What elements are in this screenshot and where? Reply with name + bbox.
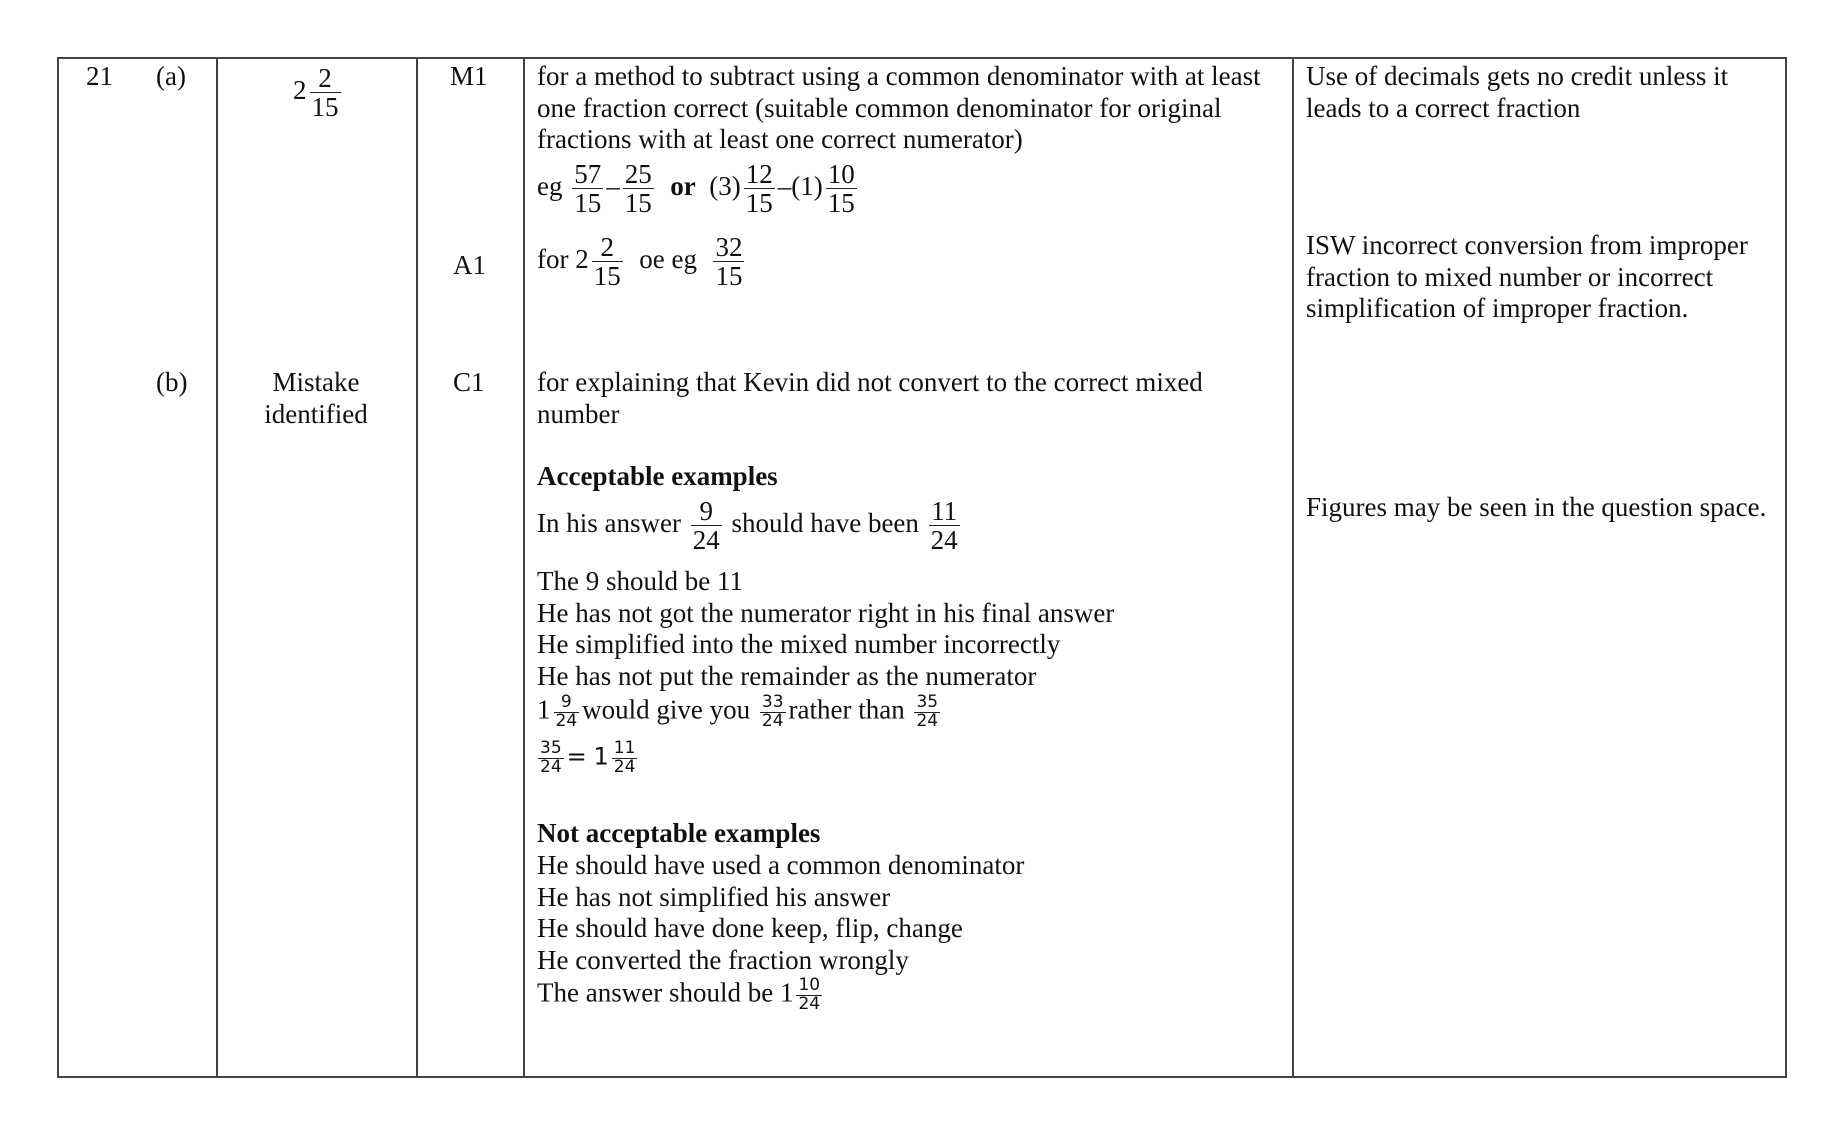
- column-divider: [416, 57, 418, 1078]
- isw-note: ISW incorrect conversion from improper fraction to mixed number or incorrect simplification of improper fraction.: [1306, 230, 1748, 323]
- part-b-answer: Mistake identified: [264, 367, 368, 429]
- a1-description: for 2 $\frac{2}{15}$ oe eg $\frac{32}{15}$: [537, 232, 743, 292]
- column-divider: [523, 57, 525, 1078]
- acceptable-example-1: In his answer $\frac{9}{24}$ should have been $\frac{11}{24}$: [537, 496, 958, 556]
- question-number: 21: [86, 61, 113, 91]
- decimals-note: Use of decimals gets no credit unless it leads to a correct fraction: [1306, 61, 1729, 123]
- acceptable-example-3: $\frac{35}{24}$ = 1 $\frac{11}{24}$: [540, 738, 636, 777]
- acceptable-heading: Acceptable examples: [537, 461, 778, 491]
- part-a-answer: 2 $\frac{2}{15}$: [293, 63, 339, 123]
- column-divider: [216, 57, 218, 1078]
- figures-note: Figures may be seen in the question space.: [1306, 492, 1767, 522]
- not-acceptable-final: The answer should be 1 $\frac{10}{24}$: [537, 975, 821, 1014]
- not-acceptable-lines: He should have used a common denominator He has not simplified his answer He should have done keep, flip, change He converted the fraction wrongly: [537, 850, 1025, 975]
- mark-c1: C1: [453, 367, 485, 397]
- part-b-label: (b): [156, 367, 188, 397]
- part-a-label: (a): [156, 61, 186, 91]
- acceptable-example-2: 1 $\frac{9}{24}$ would give you $\frac{33}{24}$ rather than $\frac{35}{24}$: [537, 692, 939, 731]
- m1-description: for a method to subtract using a common denominator with at least one fraction correct (suitable common denominator for original fractions with at least one correct numerator): [537, 61, 1261, 154]
- m1-example: eg $\frac{57}{15}$ – $\frac{25}{15}$ or (3) $\frac{12}{15}$ –(1) $\frac{10}{15}$: [537, 159, 855, 219]
- mark-m1: M1: [450, 61, 488, 91]
- not-acceptable-heading: Not acceptable examples: [537, 818, 821, 848]
- column-divider: [1292, 57, 1294, 1078]
- mark-a1: A1: [453, 250, 486, 280]
- acceptable-lines: The 9 should be 11 He has not got the numerator right in his final answer He simplified into the mixed number incorrectly He has not put the remainder as the numerator: [537, 566, 1115, 691]
- c1-description: for explaining that Kevin did not convert to the correct mixed number: [537, 367, 1203, 429]
